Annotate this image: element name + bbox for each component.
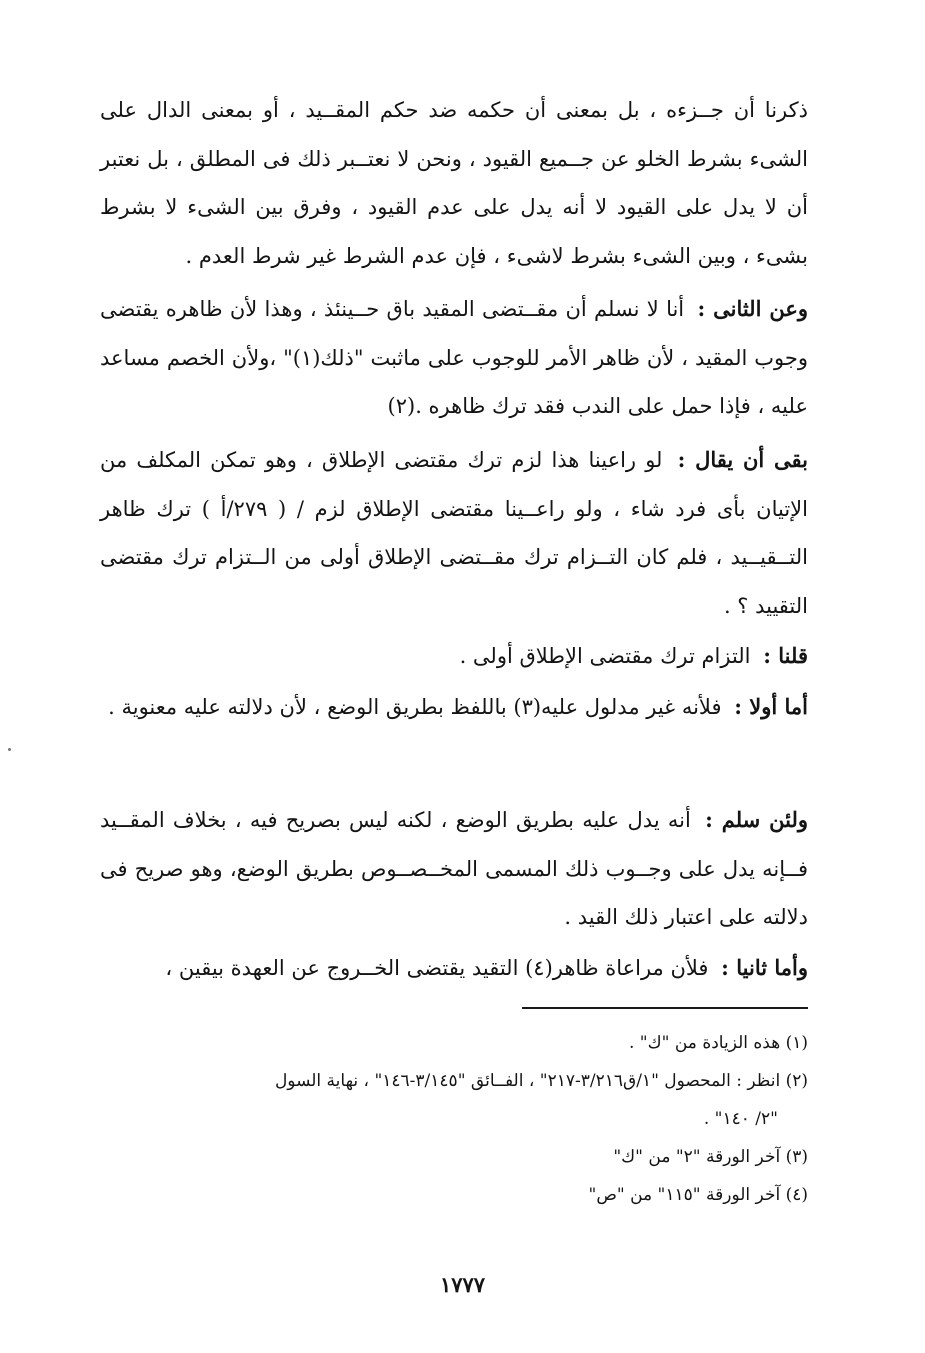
paragraph-6-text: أنه يدل عليه بطريق الوضع ، لكنه ليس بصريح فيه ، بخلاف المقــيد فــإنه يدل على وجــوب ذلك المسمى المخــصــوص بطريق الوضع، وهو صريح فى دلالته على اعتبار ذلك القيد . bbox=[100, 808, 808, 929]
footnote-3: (٣) آخر الورقة "٢" من "ك" bbox=[613, 1147, 808, 1167]
footnote-4: (٤) آخر الورقة "١١٥" من "ص" bbox=[588, 1185, 808, 1205]
scan-speck bbox=[8, 748, 11, 751]
paragraph-4 bbox=[100, 632, 808, 681]
paragraph-5-heading: أما أولا : bbox=[734, 694, 808, 719]
paragraph-5-text: فلأنه غير مدلول عليه(٣) باللفظ بطريق الوضع ، لأن دلالته عليه معنوية . bbox=[108, 695, 722, 719]
footnotes bbox=[100, 1025, 808, 1215]
page-number: ١٧٧٧ bbox=[439, 1272, 486, 1297]
paragraph-5 bbox=[100, 683, 808, 732]
paragraph-3-text: لو راعينا هذا لزم ترك مقتضى الإطلاق ، وهو تمكن المكلف من الإتيان بأى فرد شاء ، ولو راعــينا مقتضى الإطلاق لزم / ( ٢٧٩/أ ) ترك ظاهر التــقيــيد ، فلم كان التــزام ترك مقــتضى الإطلاق أولى من الــتزام ترك مقتضى التقييد ؟ . bbox=[100, 448, 808, 618]
paragraph-2 bbox=[100, 285, 808, 431]
paragraph-4-heading: قلنا : bbox=[763, 643, 808, 668]
paragraph-4-text: التزام ترك مقتضى الإطلاق أولى . bbox=[459, 644, 751, 668]
paragraph-1-text: ذكرنا أن جــزءه ، بل بمعنى أن حكمه ضد حكم المقــيد ، أو بمعنى الدال على الشىء بشرط الخلو عن جــميع القيود ، ونحن لا نعتــبر ذلك فى المطلق ، بل نعتبر أن لا يدل على القيود لا أنه يدل على عدم القيود ، وفرق بين الشىء لا بشرط بشىء ، وبين الشىء بشرط لاشىء ، فإن عدم الشرط غير شرط العدم . bbox=[100, 98, 808, 268]
paragraph-6 bbox=[100, 796, 808, 942]
footnote-2: (٢) انظر : المحصول "١/ق٣/٢١٦-٢١٧" ، الفــائق "٣/١٤٥-١٤٦" ، نهاية السول bbox=[274, 1071, 808, 1091]
paragraph-1 bbox=[100, 86, 808, 280]
paragraph-7-heading: وأما ثانيا : bbox=[721, 955, 808, 980]
paragraph-7 bbox=[100, 944, 808, 993]
footnote-2-continuation: "٢/ ١٤٠" . bbox=[703, 1109, 778, 1129]
paragraph-2-text: أنا لا نسلم أن مقــتضى المقيد باق حــينئذ ، وهذا لأن ظاهره يقتضى وجوب المقيد ، لأن ظاهر الأمر للوجوب على ماثبت "ذلك(١)" ،ولأن الخصم مساعد عليه ، فإذا حمل على الندب فقد ترك ظاهره .(٢) bbox=[100, 297, 808, 418]
paragraph-3-heading: بقى أن يقال : bbox=[677, 447, 808, 472]
paragraph-2-heading: وعن الثانى : bbox=[697, 296, 808, 321]
footnote-divider bbox=[522, 1007, 808, 1009]
paragraph-3 bbox=[100, 436, 808, 630]
paragraph-6-heading: ولئن سلم : bbox=[705, 807, 809, 832]
footnote-1: (١) هذه الزيادة من "ك" . bbox=[629, 1033, 808, 1053]
paragraph-7-text: فلأن مراعاة ظاهر(٤) التقيد يقتضى الخــروج عن العهدة بيقين ، bbox=[165, 956, 709, 980]
